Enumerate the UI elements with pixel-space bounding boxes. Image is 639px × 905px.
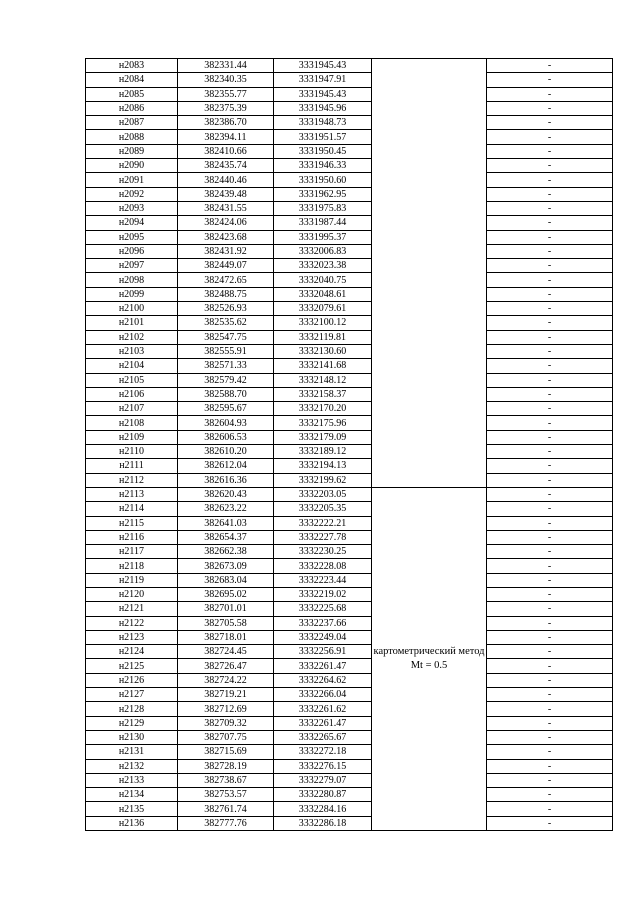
- error-value-cell: -: [487, 330, 613, 344]
- y-coordinate-cell: 3332261.62: [274, 702, 372, 716]
- x-coordinate-cell: 382375.39: [178, 101, 274, 115]
- table-row: [86, 359, 613, 373]
- x-coordinate-cell: 382662.38: [178, 545, 274, 559]
- error-value-cell: -: [487, 802, 613, 816]
- error-value-cell: -: [487, 344, 613, 358]
- y-coordinate-cell: 3332203.05: [274, 487, 372, 501]
- point-name-cell: н2133: [86, 773, 178, 787]
- x-coordinate-cell: 382612.04: [178, 459, 274, 473]
- point-name-cell: н2110: [86, 445, 178, 459]
- y-coordinate-cell: 3332261.47: [274, 659, 372, 673]
- point-name-cell: н2093: [86, 201, 178, 215]
- point-name-cell: н2134: [86, 788, 178, 802]
- error-value-cell: -: [487, 130, 613, 144]
- error-value-cell: -: [487, 173, 613, 187]
- y-coordinate-cell: 3332175.96: [274, 416, 372, 430]
- table-row: [86, 559, 613, 573]
- point-name-cell: н2100: [86, 302, 178, 316]
- error-value-cell: -: [487, 530, 613, 544]
- y-coordinate-cell: 3332130.60: [274, 344, 372, 358]
- y-coordinate-cell: 3332205.35: [274, 502, 372, 516]
- error-value-cell: -: [487, 287, 613, 301]
- table-row: [86, 473, 613, 487]
- y-coordinate-cell: 3332264.62: [274, 673, 372, 687]
- y-coordinate-cell: 3332189.12: [274, 445, 372, 459]
- point-name-cell: н2124: [86, 645, 178, 659]
- point-name-cell: н2125: [86, 659, 178, 673]
- y-coordinate-cell: 3332261.47: [274, 716, 372, 730]
- point-name-cell: н2083: [86, 59, 178, 73]
- x-coordinate-cell: 382606.53: [178, 430, 274, 444]
- y-coordinate-cell: 3332170.20: [274, 402, 372, 416]
- table-row: [86, 788, 613, 802]
- x-coordinate-cell: 382555.91: [178, 344, 274, 358]
- x-coordinate-cell: 382709.32: [178, 716, 274, 730]
- table-row: [86, 387, 613, 401]
- point-name-cell: н2086: [86, 101, 178, 115]
- table-row: [86, 445, 613, 459]
- y-coordinate-cell: 3332237.66: [274, 616, 372, 630]
- error-value-cell: -: [487, 659, 613, 673]
- y-coordinate-cell: 3331950.45: [274, 144, 372, 158]
- y-coordinate-cell: 3332286.18: [274, 816, 372, 830]
- table-row: [86, 373, 613, 387]
- y-coordinate-cell: 3332100.12: [274, 316, 372, 330]
- point-name-cell: н2096: [86, 244, 178, 258]
- point-name-cell: н2099: [86, 287, 178, 301]
- y-coordinate-cell: 3331950.60: [274, 173, 372, 187]
- table-row: [86, 402, 613, 416]
- error-value-cell: -: [487, 587, 613, 601]
- point-name-cell: н2132: [86, 759, 178, 773]
- table-row: [86, 73, 613, 87]
- point-name-cell: н2120: [86, 587, 178, 601]
- error-value-cell: -: [487, 688, 613, 702]
- y-coordinate-cell: 3331995.37: [274, 230, 372, 244]
- x-coordinate-cell: 382777.76: [178, 816, 274, 830]
- y-coordinate-cell: 3332040.75: [274, 273, 372, 287]
- x-coordinate-cell: 382579.42: [178, 373, 274, 387]
- y-coordinate-cell: 3332223.44: [274, 573, 372, 587]
- y-coordinate-cell: 3331987.44: [274, 216, 372, 230]
- error-value-cell: -: [487, 359, 613, 373]
- point-name-cell: н2122: [86, 616, 178, 630]
- x-coordinate-cell: 382641.03: [178, 516, 274, 530]
- point-name-cell: н2104: [86, 359, 178, 373]
- table-row: [86, 316, 613, 330]
- error-value-cell: -: [487, 159, 613, 173]
- table-row: [86, 273, 613, 287]
- x-coordinate-cell: 382355.77: [178, 87, 274, 101]
- point-name-cell: н2103: [86, 344, 178, 358]
- point-name-cell: н2112: [86, 473, 178, 487]
- point-name-cell: н2127: [86, 688, 178, 702]
- point-name-cell: н2121: [86, 602, 178, 616]
- y-coordinate-cell: 3332279.07: [274, 773, 372, 787]
- point-name-cell: н2101: [86, 316, 178, 330]
- x-coordinate-cell: 382724.45: [178, 645, 274, 659]
- point-name-cell: н2113: [86, 487, 178, 501]
- error-value-cell: -: [487, 602, 613, 616]
- x-coordinate-cell: 382331.44: [178, 59, 274, 73]
- point-name-cell: н2095: [86, 230, 178, 244]
- x-coordinate-cell: 382435.74: [178, 159, 274, 173]
- error-value-cell: -: [487, 216, 613, 230]
- y-coordinate-cell: 3331948.73: [274, 116, 372, 130]
- x-coordinate-cell: 382424.06: [178, 216, 274, 230]
- x-coordinate-cell: 382726.47: [178, 659, 274, 673]
- y-coordinate-cell: 3331946.33: [274, 159, 372, 173]
- point-name-cell: н2119: [86, 573, 178, 587]
- y-coordinate-cell: 3332225.68: [274, 602, 372, 616]
- point-name-cell: н2108: [86, 416, 178, 430]
- x-coordinate-cell: 382410.66: [178, 144, 274, 158]
- point-name-cell: н2123: [86, 630, 178, 644]
- table-row: [86, 59, 613, 73]
- error-value-cell: -: [487, 187, 613, 201]
- table-row: [86, 573, 613, 587]
- error-value-cell: -: [487, 201, 613, 215]
- error-value-cell: -: [487, 273, 613, 287]
- error-value-cell: -: [487, 373, 613, 387]
- y-coordinate-cell: 3332158.37: [274, 387, 372, 401]
- error-value-cell: -: [487, 545, 613, 559]
- error-value-cell: -: [487, 116, 613, 130]
- x-coordinate-cell: 382449.07: [178, 259, 274, 273]
- table-row: [86, 201, 613, 215]
- y-coordinate-cell: 3332284.16: [274, 802, 372, 816]
- y-coordinate-cell: 3332079.61: [274, 302, 372, 316]
- y-coordinate-cell: 3332119.81: [274, 330, 372, 344]
- table-row: [86, 616, 613, 630]
- error-value-cell: -: [487, 144, 613, 158]
- y-coordinate-cell: 3332256.91: [274, 645, 372, 659]
- error-value-cell: -: [487, 816, 613, 830]
- x-coordinate-cell: 382620.43: [178, 487, 274, 501]
- y-coordinate-cell: 3332048.61: [274, 287, 372, 301]
- x-coordinate-cell: 382718.01: [178, 630, 274, 644]
- error-value-cell: -: [487, 773, 613, 787]
- table-row: [86, 659, 613, 673]
- x-coordinate-cell: 382386.70: [178, 116, 274, 130]
- error-value-cell: -: [487, 259, 613, 273]
- error-value-cell: -: [487, 645, 613, 659]
- y-coordinate-cell: 3332222.21: [274, 516, 372, 530]
- point-name-cell: н2115: [86, 516, 178, 530]
- error-value-cell: -: [487, 73, 613, 87]
- error-value-cell: -: [487, 573, 613, 587]
- y-coordinate-cell: 3332141.68: [274, 359, 372, 373]
- error-value-cell: -: [487, 101, 613, 115]
- table-row: [86, 487, 613, 501]
- point-name-cell: н2091: [86, 173, 178, 187]
- y-coordinate-cell: 3332219.02: [274, 587, 372, 601]
- error-value-cell: -: [487, 759, 613, 773]
- table-row: [86, 730, 613, 744]
- y-coordinate-cell: 3332194.13: [274, 459, 372, 473]
- point-name-cell: н2105: [86, 373, 178, 387]
- error-value-cell: -: [487, 402, 613, 416]
- y-coordinate-cell: 3331945.96: [274, 101, 372, 115]
- point-name-cell: н2109: [86, 430, 178, 444]
- x-coordinate-cell: 382340.35: [178, 73, 274, 87]
- table-row: [86, 516, 613, 530]
- error-value-cell: -: [487, 487, 613, 501]
- table-row: [86, 630, 613, 644]
- point-name-cell: н2107: [86, 402, 178, 416]
- x-coordinate-cell: 382738.67: [178, 773, 274, 787]
- point-name-cell: н2135: [86, 802, 178, 816]
- error-value-cell: -: [487, 745, 613, 759]
- point-name-cell: н2114: [86, 502, 178, 516]
- table-row: [86, 602, 613, 616]
- error-value-cell: -: [487, 416, 613, 430]
- point-name-cell: н2087: [86, 116, 178, 130]
- point-name-cell: н2128: [86, 702, 178, 716]
- point-name-cell: н2097: [86, 259, 178, 273]
- x-coordinate-cell: 382440.46: [178, 173, 274, 187]
- x-coordinate-cell: 382654.37: [178, 530, 274, 544]
- table-row: [86, 244, 613, 258]
- table-row: [86, 459, 613, 473]
- y-coordinate-cell: 3331945.43: [274, 59, 372, 73]
- error-value-cell: -: [487, 459, 613, 473]
- y-coordinate-cell: 3332266.04: [274, 688, 372, 702]
- y-coordinate-cell: 3332272.18: [274, 745, 372, 759]
- table-row: [86, 159, 613, 173]
- x-coordinate-cell: 382547.75: [178, 330, 274, 344]
- error-value-cell: -: [487, 244, 613, 258]
- table-row: [86, 287, 613, 301]
- point-name-cell: н2111: [86, 459, 178, 473]
- x-coordinate-cell: 382701.01: [178, 602, 274, 616]
- point-name-cell: н2130: [86, 730, 178, 744]
- x-coordinate-cell: 382423.68: [178, 230, 274, 244]
- x-coordinate-cell: 382431.55: [178, 201, 274, 215]
- y-coordinate-cell: 3332148.12: [274, 373, 372, 387]
- x-coordinate-cell: 382588.70: [178, 387, 274, 401]
- y-coordinate-cell: 3332006.83: [274, 244, 372, 258]
- point-name-cell: н2094: [86, 216, 178, 230]
- error-value-cell: -: [487, 730, 613, 744]
- error-value-cell: -: [487, 316, 613, 330]
- y-coordinate-cell: 3332276.15: [274, 759, 372, 773]
- y-coordinate-cell: 3332230.25: [274, 545, 372, 559]
- error-value-cell: -: [487, 630, 613, 644]
- table-row: [86, 430, 613, 444]
- x-coordinate-cell: 382761.74: [178, 802, 274, 816]
- x-coordinate-cell: 382753.57: [178, 788, 274, 802]
- table-row: [86, 144, 613, 158]
- table-row: [86, 745, 613, 759]
- y-coordinate-cell: 3332228.08: [274, 559, 372, 573]
- error-value-cell: -: [487, 516, 613, 530]
- point-name-cell: н2117: [86, 545, 178, 559]
- x-coordinate-cell: 382715.69: [178, 745, 274, 759]
- x-coordinate-cell: 382719.21: [178, 688, 274, 702]
- error-value-cell: -: [487, 473, 613, 487]
- coordinates-table: [85, 58, 613, 831]
- x-coordinate-cell: 382472.65: [178, 273, 274, 287]
- error-value-cell: -: [487, 230, 613, 244]
- y-coordinate-cell: 3332179.09: [274, 430, 372, 444]
- x-coordinate-cell: 382705.58: [178, 616, 274, 630]
- table-row: [86, 330, 613, 344]
- error-value-cell: -: [487, 788, 613, 802]
- point-name-cell: н2136: [86, 816, 178, 830]
- y-coordinate-cell: 3331962.95: [274, 187, 372, 201]
- x-coordinate-cell: 382707.75: [178, 730, 274, 744]
- table-row: [86, 816, 613, 830]
- error-value-cell: -: [487, 87, 613, 101]
- method-cell: [372, 59, 487, 488]
- x-coordinate-cell: 382394.11: [178, 130, 274, 144]
- table-row: [86, 545, 613, 559]
- error-value-cell: -: [487, 302, 613, 316]
- error-value-cell: -: [487, 673, 613, 687]
- point-name-cell: н2118: [86, 559, 178, 573]
- table-row: [86, 216, 613, 230]
- table-row: [86, 773, 613, 787]
- table-body: [86, 59, 613, 831]
- table-row: [86, 759, 613, 773]
- table-row: [86, 259, 613, 273]
- x-coordinate-cell: 382616.36: [178, 473, 274, 487]
- table-row: [86, 802, 613, 816]
- point-name-cell: н2126: [86, 673, 178, 687]
- table-row: [86, 302, 613, 316]
- point-name-cell: н2090: [86, 159, 178, 173]
- point-name-cell: н2098: [86, 273, 178, 287]
- x-coordinate-cell: 382604.93: [178, 416, 274, 430]
- error-value-cell: -: [487, 559, 613, 573]
- table-row: [86, 187, 613, 201]
- x-coordinate-cell: 382623.22: [178, 502, 274, 516]
- point-name-cell: н2106: [86, 387, 178, 401]
- point-name-cell: н2084: [86, 73, 178, 87]
- x-coordinate-cell: 382673.09: [178, 559, 274, 573]
- x-coordinate-cell: 382526.93: [178, 302, 274, 316]
- table-row: [86, 702, 613, 716]
- x-coordinate-cell: 382728.19: [178, 759, 274, 773]
- table-row: [86, 230, 613, 244]
- table-row: [86, 688, 613, 702]
- y-coordinate-cell: 3332227.78: [274, 530, 372, 544]
- y-coordinate-cell: 3332023.38: [274, 259, 372, 273]
- error-value-cell: -: [487, 445, 613, 459]
- table-row: [86, 416, 613, 430]
- x-coordinate-cell: 382595.67: [178, 402, 274, 416]
- y-coordinate-cell: 3331947.91: [274, 73, 372, 87]
- x-coordinate-cell: 382571.33: [178, 359, 274, 373]
- point-name-cell: н2131: [86, 745, 178, 759]
- table-row: [86, 530, 613, 544]
- x-coordinate-cell: 382488.75: [178, 287, 274, 301]
- x-coordinate-cell: 382712.69: [178, 702, 274, 716]
- table-row: [86, 173, 613, 187]
- x-coordinate-cell: 382724.22: [178, 673, 274, 687]
- x-coordinate-cell: 382610.20: [178, 445, 274, 459]
- y-coordinate-cell: 3332199.62: [274, 473, 372, 487]
- table-row: [86, 344, 613, 358]
- table-row: [86, 587, 613, 601]
- error-value-cell: -: [487, 502, 613, 516]
- point-name-cell: н2089: [86, 144, 178, 158]
- y-coordinate-cell: 3331951.57: [274, 130, 372, 144]
- x-coordinate-cell: 382431.92: [178, 244, 274, 258]
- x-coordinate-cell: 382535.62: [178, 316, 274, 330]
- y-coordinate-cell: 3331945.43: [274, 87, 372, 101]
- error-value-cell: -: [487, 59, 613, 73]
- y-coordinate-cell: 3332280.87: [274, 788, 372, 802]
- point-name-cell: н2129: [86, 716, 178, 730]
- x-coordinate-cell: 382439.48: [178, 187, 274, 201]
- table-row: [86, 130, 613, 144]
- point-name-cell: н2116: [86, 530, 178, 544]
- point-name-cell: н2085: [86, 87, 178, 101]
- y-coordinate-cell: 3332265.67: [274, 730, 372, 744]
- table-row: [86, 716, 613, 730]
- table-row: [86, 673, 613, 687]
- table-row: [86, 101, 613, 115]
- x-coordinate-cell: 382695.02: [178, 587, 274, 601]
- point-name-cell: н2088: [86, 130, 178, 144]
- point-name-cell: н2102: [86, 330, 178, 344]
- method-cell: картометрический метод Mt = 0.5: [372, 487, 487, 830]
- error-value-cell: -: [487, 387, 613, 401]
- y-coordinate-cell: 3331975.83: [274, 201, 372, 215]
- error-value-cell: -: [487, 702, 613, 716]
- table-row: [86, 502, 613, 516]
- table-row: [86, 87, 613, 101]
- error-value-cell: -: [487, 716, 613, 730]
- error-value-cell: -: [487, 430, 613, 444]
- table-row: [86, 645, 613, 659]
- error-value-cell: -: [487, 616, 613, 630]
- x-coordinate-cell: 382683.04: [178, 573, 274, 587]
- y-coordinate-cell: 3332249.04: [274, 630, 372, 644]
- point-name-cell: н2092: [86, 187, 178, 201]
- table-row: [86, 116, 613, 130]
